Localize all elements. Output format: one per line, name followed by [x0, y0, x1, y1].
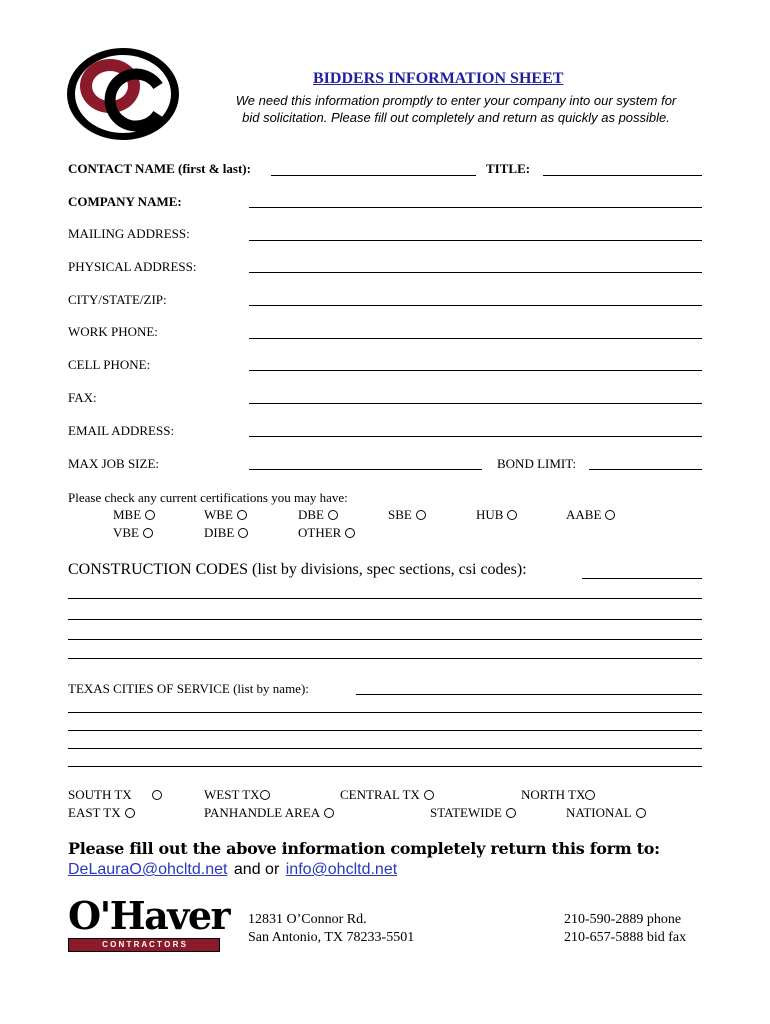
cert-dibe-checkbox[interactable]: [204, 525, 248, 541]
region-label: SOUTH TX: [68, 787, 132, 802]
cell-phone-field[interactable]: [249, 370, 702, 371]
contact-name-field[interactable]: [271, 175, 476, 176]
cities-of-service-label: TEXAS CITIES OF SERVICE (list by name):: [68, 681, 309, 696]
construction-codes-line[interactable]: [68, 598, 702, 599]
title-field[interactable]: [543, 175, 702, 176]
cert-dbe-checkbox[interactable]: [298, 507, 338, 523]
email-address-field[interactable]: [249, 436, 702, 437]
region-label: NORTH TX: [521, 787, 586, 802]
cert-label: DBE: [298, 507, 324, 522]
work-phone-field[interactable]: [249, 338, 702, 339]
region-central-tx-checkbox[interactable]: [340, 787, 434, 803]
and-or-text: and or: [233, 861, 280, 878]
checkbox-circle-icon: [605, 510, 615, 520]
cert-label: SBE: [388, 507, 412, 522]
email-primary-link[interactable]: DeLauraO@ohcltd.net: [68, 861, 228, 878]
max-job-size-field[interactable]: [249, 469, 482, 470]
address-line-1: 12831 O’Connor Rd.: [248, 912, 367, 927]
oc-logo: [66, 46, 182, 142]
construction-codes-label: CONSTRUCTION CODES (list by divisions, spec sections, csi codes):: [68, 561, 527, 578]
region-label: WEST TX: [204, 787, 260, 802]
construction-codes-field[interactable]: [582, 578, 702, 579]
page-title: BIDDERS INFORMATION SHEET: [313, 70, 564, 87]
city-state-zip-label: CITY/STATE/ZIP:: [68, 292, 167, 307]
construction-codes-line[interactable]: [68, 639, 702, 640]
bid-fax-number: 210-657-5888 bid fax: [564, 930, 687, 945]
cities-line[interactable]: [68, 748, 702, 749]
checkbox-circle-icon: [237, 510, 247, 520]
region-north-tx-checkbox[interactable]: [521, 787, 595, 803]
cert-vbe-checkbox[interactable]: [113, 525, 153, 541]
bond-limit-field[interactable]: [589, 469, 702, 470]
region-label: EAST TX: [68, 805, 121, 820]
region-label: CENTRAL TX: [340, 787, 420, 802]
cert-label: OTHER: [298, 525, 342, 540]
ohaver-logo-text: O'Haver: [68, 893, 230, 938]
cert-wbe-checkbox[interactable]: [204, 507, 247, 523]
intro-line-2: bid solicitation. Please fill out completely and return as quickly as possible.: [242, 110, 670, 125]
email-secondary-link[interactable]: info@ohcltd.net: [285, 861, 398, 878]
region-panhandle-checkbox[interactable]: [204, 805, 334, 821]
company-name-field[interactable]: [249, 207, 702, 208]
intro-text: [216, 92, 696, 126]
checkbox-circle-icon: [238, 528, 248, 538]
region-west-tx-checkbox[interactable]: [204, 787, 270, 803]
contact-name-label: CONTACT NAME (first & last):: [68, 161, 251, 176]
cert-label: AABE: [566, 507, 602, 522]
mailing-address-label: MAILING ADDRESS:: [68, 226, 190, 241]
city-state-zip-field[interactable]: [249, 305, 702, 306]
company-name-label: COMPANY NAME:: [68, 194, 182, 209]
bond-limit-label: BOND LIMIT:: [497, 456, 577, 471]
phone-number: 210-590-2889 phone: [564, 912, 682, 927]
mailing-address-field[interactable]: [249, 240, 702, 241]
region-label: NATIONAL: [566, 805, 632, 820]
intro-line-1: We need this information promptly to enter your company into our system for: [235, 93, 677, 108]
cert-sbe-checkbox[interactable]: [388, 507, 426, 523]
checkbox-circle-icon: [416, 510, 426, 520]
cert-aabe-checkbox[interactable]: [566, 507, 615, 523]
checkbox-circle-icon: [260, 790, 270, 800]
cities-line[interactable]: [68, 766, 702, 767]
cert-label: HUB: [476, 507, 504, 522]
checkbox-circle-icon: [145, 510, 155, 520]
cert-other-checkbox[interactable]: [298, 525, 355, 541]
cell-phone-label: CELL PHONE:: [68, 357, 151, 372]
work-phone-label: WORK PHONE:: [68, 324, 158, 339]
checkbox-circle-icon: [424, 790, 434, 800]
cities-line[interactable]: [68, 730, 702, 731]
construction-codes-line[interactable]: [68, 658, 702, 659]
cert-label: DIBE: [204, 525, 235, 540]
checkbox-circle-icon: [324, 808, 334, 818]
checkbox-circle-icon: [585, 790, 595, 800]
certifications-prompt: Please check any current certifications you may have:: [68, 490, 348, 505]
region-national-checkbox[interactable]: [566, 805, 646, 821]
cert-label: MBE: [113, 507, 142, 522]
cert-label: WBE: [204, 507, 233, 522]
construction-codes-line[interactable]: [68, 619, 702, 620]
checkbox-circle-icon: [152, 790, 162, 800]
max-job-size-label: MAX JOB SIZE:: [68, 456, 160, 471]
checkbox-circle-icon: [636, 808, 646, 818]
address-line-2: San Antonio, TX 78233-5501: [248, 930, 415, 945]
cert-label: VBE: [113, 525, 139, 540]
region-east-tx-checkbox[interactable]: [68, 805, 135, 821]
region-label: STATEWIDE: [430, 805, 502, 820]
return-instruction: Please fill out the above information completely return this form to:: [68, 839, 660, 858]
fax-field[interactable]: [249, 403, 702, 404]
region-statewide-checkbox[interactable]: [430, 805, 516, 821]
cities-line[interactable]: [68, 712, 702, 713]
physical-address-field[interactable]: [249, 272, 702, 273]
checkbox-circle-icon: [143, 528, 153, 538]
checkbox-circle-icon: [506, 808, 516, 818]
fax-label: FAX:: [68, 390, 97, 405]
cert-mbe-checkbox[interactable]: [113, 507, 155, 523]
checkbox-circle-icon: [125, 808, 135, 818]
physical-address-label: PHYSICAL ADDRESS:: [68, 259, 197, 274]
region-label: PANHANDLE AREA: [204, 805, 321, 820]
checkbox-circle-icon: [328, 510, 338, 520]
cert-hub-checkbox[interactable]: [476, 507, 517, 523]
region-south-tx-checkbox[interactable]: [68, 787, 162, 803]
ohaver-logo-sub: C O N T R A C T O R S: [68, 938, 220, 952]
ohaver-logo: [68, 893, 230, 958]
title-label: TITLE:: [486, 161, 531, 176]
cities-of-service-field[interactable]: [356, 694, 702, 695]
checkbox-circle-icon: [507, 510, 517, 520]
return-emails: [68, 861, 397, 879]
checkbox-circle-icon: [345, 528, 355, 538]
email-address-label: EMAIL ADDRESS:: [68, 423, 175, 438]
